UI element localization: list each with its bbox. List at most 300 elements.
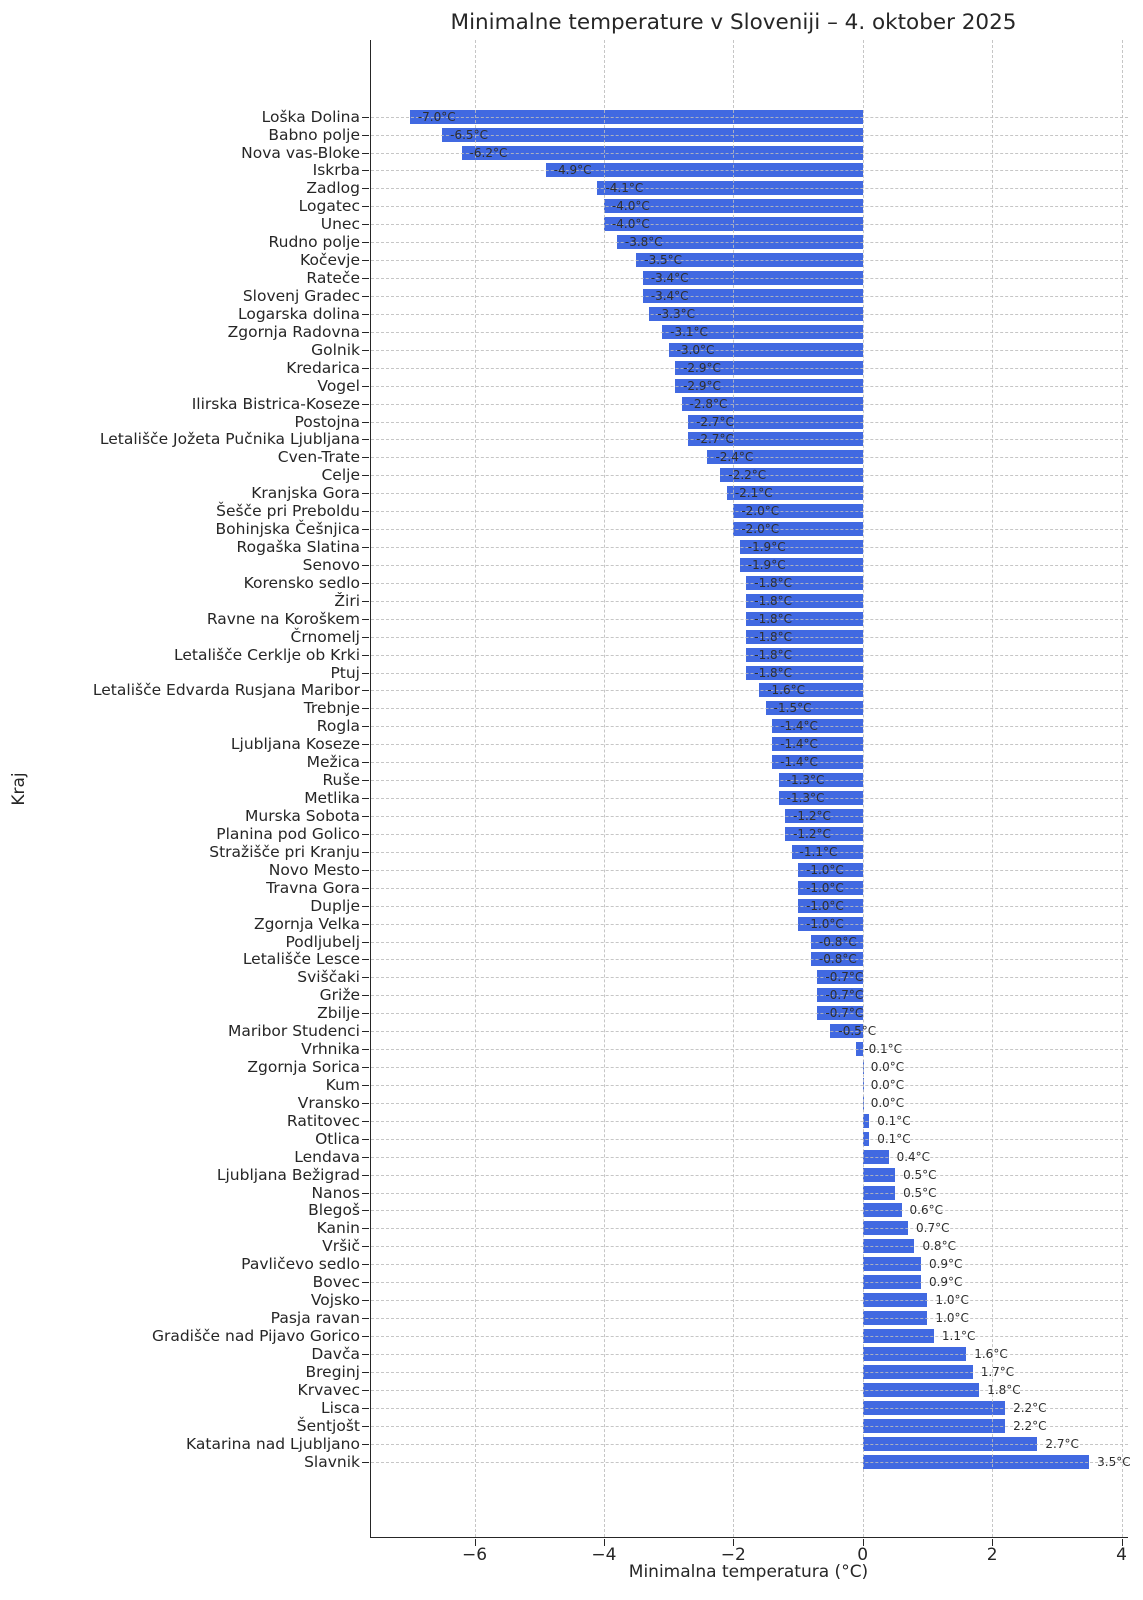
y-tick-label: Mežica <box>306 753 360 772</box>
y-tick-mark <box>362 655 369 656</box>
bar-value-label: -1.8°C <box>754 611 793 626</box>
bar-value-label: -1.8°C <box>754 665 793 680</box>
y-tick-mark <box>362 1139 369 1140</box>
y-tick-mark <box>362 1354 369 1355</box>
y-tick-mark <box>362 1372 369 1373</box>
row-gridline <box>371 690 1128 691</box>
y-tick-mark <box>362 1175 369 1176</box>
row-gridline <box>371 1444 1128 1445</box>
y-tick-mark <box>362 547 369 548</box>
y-tick-label: Nova vas-Bloke <box>241 143 360 162</box>
row-gridline <box>371 583 1128 584</box>
y-tick-label: Letališče Jožeta Pučnika Ljubljana <box>99 430 360 449</box>
y-tick-label: Griže <box>319 986 360 1005</box>
bar-value-label: -4.9°C <box>553 163 592 178</box>
bar-value-label: -1.1°C <box>799 844 838 859</box>
bar-value-label: -3.1°C <box>670 324 708 339</box>
y-tick-label: Golnik <box>311 340 360 359</box>
y-tick-mark <box>362 726 369 727</box>
y-tick-label: Unec <box>320 215 360 234</box>
bar-value-label: 0.1°C <box>877 1113 911 1128</box>
row-gridline <box>371 1175 1128 1176</box>
bar-value-label: -0.8°C <box>818 952 857 967</box>
y-tick-mark <box>362 1031 369 1032</box>
row-gridline <box>371 816 1128 817</box>
bar-value-label: -2.2°C <box>728 468 767 483</box>
bar-value-label: -2.8°C <box>689 396 728 411</box>
row-gridline <box>371 780 1128 781</box>
row-gridline <box>371 1067 1128 1068</box>
y-tick-label: Celje <box>321 466 360 485</box>
y-tick-mark <box>362 798 369 799</box>
row-gridline <box>371 188 1128 189</box>
row-gridline <box>371 1139 1128 1140</box>
row-gridline <box>371 1228 1128 1229</box>
plot-area <box>92 40 1131 1565</box>
y-tick-label: Rogla <box>316 717 360 736</box>
row-gridline <box>371 1193 1128 1194</box>
y-tick-label: Nanos <box>311 1183 360 1202</box>
bar-value-label: -1.8°C <box>754 629 793 644</box>
bar-value-label: -2.7°C <box>696 432 734 447</box>
bar-value-label: -6.2°C <box>469 145 508 160</box>
bar-value-label: -1.4°C <box>780 755 818 770</box>
row-gridline <box>371 744 1128 745</box>
bar-value-label: 0.0°C <box>870 1095 905 1110</box>
bar-value-label: 0.0°C <box>870 1077 905 1092</box>
bar-value-label: -0.1°C <box>864 1042 903 1057</box>
bar-value-label: 0.5°C <box>903 1185 937 1200</box>
y-tick-mark <box>362 637 369 638</box>
bar-value-label: -1.0°C <box>806 862 844 877</box>
y-tick-mark <box>362 852 369 853</box>
y-tick-mark <box>362 350 369 351</box>
y-tick-mark <box>362 1067 369 1068</box>
y-tick-label: Iskrba <box>312 161 360 180</box>
bar-value-label: -2.9°C <box>683 378 721 393</box>
y-tick-label: Gradišče nad Pijavo Gorico <box>151 1327 360 1345</box>
row-gridline <box>371 834 1128 835</box>
row-gridline <box>371 870 1128 871</box>
y-tick-mark <box>362 135 369 136</box>
y-tick-mark <box>362 170 369 171</box>
y-tick-label: Letališče Edvarda Rusjana Maribor <box>92 681 360 700</box>
y-tick-label: Travna Gora <box>266 878 360 897</box>
bar-value-label: -0.7°C <box>825 988 864 1003</box>
row-gridline <box>371 726 1128 727</box>
y-tick-mark <box>362 977 369 978</box>
y-tick-mark <box>362 1318 369 1319</box>
y-tick-label: Ravne na Koroškem <box>206 609 360 628</box>
y-tick-label: Murska Sobota <box>245 807 360 825</box>
y-tick-label: Loška Dolina <box>261 107 360 126</box>
y-tick-label: Pasja ravan <box>270 1309 360 1328</box>
y-tick-label: Vransko <box>297 1093 360 1112</box>
x-gridline <box>604 40 605 1537</box>
row-gridline <box>371 852 1128 853</box>
bar-value-label: 0.4°C <box>896 1149 931 1164</box>
bar-value-label: -1.0°C <box>806 916 844 931</box>
y-tick-label: Kredarica <box>286 358 360 377</box>
y-tick-mark <box>362 386 369 387</box>
bar-value-label: -1.8°C <box>754 575 793 590</box>
row-gridline <box>371 1318 1128 1319</box>
y-tick-label: Korensko sedlo <box>243 573 360 592</box>
y-tick-label: Breginj <box>305 1362 360 1381</box>
row-gridline <box>371 798 1128 799</box>
row-gridline <box>371 170 1128 171</box>
y-tick-label: Letališče Cerklje ob Krki <box>174 645 360 664</box>
y-tick-label: Vrhnika <box>301 1040 360 1059</box>
row-gridline <box>371 439 1128 440</box>
y-tick-label: Ljubljana Bežigrad <box>216 1165 360 1184</box>
y-tick-label: Zgornja Radovna <box>227 322 360 341</box>
y-tick-mark <box>362 224 369 225</box>
bar-value-label: 0.9°C <box>928 1257 963 1272</box>
x-gridline <box>1122 40 1123 1537</box>
row-gridline <box>371 386 1128 387</box>
y-tick-mark <box>362 744 369 745</box>
bar-value-label: -6.5°C <box>450 127 488 142</box>
y-tick-label: Zgornja Velka <box>253 914 360 933</box>
row-gridline <box>371 224 1128 225</box>
bar-value-label: 0.7°C <box>916 1221 950 1236</box>
bar-value-label: -2.0°C <box>741 522 780 537</box>
row-gridline <box>371 906 1128 907</box>
y-tick-label: Postojna <box>294 412 360 431</box>
row-gridline <box>371 619 1128 620</box>
y-tick-label: Duplje <box>310 896 360 915</box>
y-tick-label: Ratitovec <box>286 1111 360 1130</box>
bar-value-label: -1.3°C <box>786 773 825 788</box>
y-tick-mark <box>362 1121 369 1122</box>
bar-value-label: -1.9°C <box>747 540 786 555</box>
y-tick-label: Rogaška Slatina <box>236 538 360 557</box>
y-tick-mark <box>362 708 369 709</box>
row-gridline <box>371 1354 1128 1355</box>
bar-value-label: -3.8°C <box>624 235 663 250</box>
row-gridline <box>371 888 1128 889</box>
x-gridline <box>863 40 864 1537</box>
y-tick-mark <box>362 834 369 835</box>
y-tick-label: Kum <box>325 1075 360 1094</box>
y-tick-mark <box>362 260 369 261</box>
x-tick-label: −4 <box>591 1545 617 1565</box>
y-tick-label: Vogel <box>317 376 360 395</box>
y-tick-mark <box>362 762 369 763</box>
y-tick-label: Vršič <box>322 1237 360 1256</box>
bar-value-label: -4.1°C <box>605 181 644 196</box>
y-tick-mark <box>362 511 369 512</box>
row-gridline <box>371 278 1128 279</box>
bar-value-label: 1.8°C <box>987 1382 1021 1397</box>
x-tick-label: 2 <box>986 1545 998 1565</box>
y-tick-label: Sviščaki <box>297 968 360 987</box>
y-tick-mark <box>362 493 369 494</box>
row-gridline <box>371 995 1128 996</box>
y-tick-mark <box>362 278 369 279</box>
y-tick-mark <box>362 924 369 925</box>
row-gridline <box>371 708 1128 709</box>
row-gridline <box>371 1157 1128 1158</box>
bar-value-label: 1.0°C <box>935 1293 969 1308</box>
row-gridline <box>371 959 1128 960</box>
row-gridline <box>371 762 1128 763</box>
y-tick-mark <box>362 242 369 243</box>
y-tick-label: Zadlog <box>306 179 360 198</box>
row-gridline <box>371 1264 1128 1265</box>
row-gridline <box>371 332 1128 333</box>
y-tick-mark <box>362 995 369 996</box>
y-tick-label: Lisca <box>320 1398 360 1417</box>
y-tick-label: Ruše <box>322 771 360 790</box>
y-tick-mark <box>362 529 369 530</box>
y-tick-label: Kočevje <box>300 251 360 270</box>
bar-value-label: -1.5°C <box>773 701 812 716</box>
x-gridline <box>992 40 993 1537</box>
y-tick-mark <box>362 153 369 154</box>
y-tick-mark <box>362 565 369 566</box>
y-tick-mark <box>362 1193 369 1194</box>
y-tick-label: Krvavec <box>297 1380 360 1399</box>
bar-value-label: 0.0°C <box>870 1060 905 1075</box>
bar-value-label: -4.0°C <box>611 217 650 232</box>
row-gridline <box>371 1103 1128 1104</box>
row-gridline <box>371 1210 1128 1211</box>
y-tick-mark <box>362 439 369 440</box>
bar-value-label: 3.5°C <box>1097 1454 1131 1469</box>
bar-value-label: -1.3°C <box>786 791 825 806</box>
y-tick-mark <box>362 1246 369 1247</box>
y-tick-mark <box>362 475 369 476</box>
y-tick-label: Novo Mesto <box>268 860 360 879</box>
y-tick-mark <box>362 332 369 333</box>
x-gridline <box>733 40 734 1537</box>
y-tick-label: Trebnje <box>303 699 360 718</box>
bar-value-label: -0.8°C <box>818 934 857 949</box>
y-tick-label: Logatec <box>298 197 360 216</box>
row-gridline <box>371 350 1128 351</box>
y-tick-mark <box>362 1282 369 1283</box>
y-tick-mark <box>362 888 369 889</box>
bar-value-label: 2.2°C <box>1013 1418 1047 1433</box>
y-tick-mark <box>362 690 369 691</box>
x-tick-label: −6 <box>461 1545 488 1565</box>
y-axis-title: Kraj <box>9 772 29 806</box>
row-gridline <box>371 1085 1128 1086</box>
y-tick-label: Ljubljana Koseze <box>230 735 360 754</box>
y-tick-mark <box>362 188 369 189</box>
bar-value-label: -1.2°C <box>793 809 831 823</box>
x-axis-title: Minimalna temperatura (°C) <box>628 1562 869 1582</box>
row-gridline <box>371 1049 1128 1050</box>
bar-value-label: -0.7°C <box>825 970 864 985</box>
chart-title: Minimalne temperature v Sloveniji – 4. oktober 2025 <box>450 10 1017 35</box>
y-tick-mark <box>362 296 369 297</box>
bar-value-label: -1.4°C <box>780 719 818 734</box>
row-gridline <box>371 1336 1128 1337</box>
bar-value-label: -1.0°C <box>806 880 844 895</box>
bar-value-label: -3.4°C <box>650 271 689 286</box>
y-tick-mark <box>362 942 369 943</box>
y-tick-mark <box>362 1426 369 1427</box>
bar-value-label: -1.9°C <box>747 557 786 572</box>
y-tick-mark <box>362 780 369 781</box>
row-gridline <box>371 601 1128 602</box>
y-tick-mark <box>362 422 369 423</box>
y-tick-mark <box>362 1228 369 1229</box>
row-gridline <box>371 1031 1128 1032</box>
y-tick-label: Šešče pri Preboldu <box>216 502 360 521</box>
y-tick-label: Senovo <box>302 555 360 574</box>
y-tick-label: Letališče Lesce <box>242 950 360 969</box>
y-tick-mark <box>362 1049 369 1050</box>
bar-value-label: 1.6°C <box>974 1346 1008 1361</box>
row-gridline <box>371 296 1128 297</box>
row-gridline <box>371 1282 1128 1283</box>
y-tick-label: Bovec <box>312 1273 360 1292</box>
bar-value-label: -1.4°C <box>780 737 818 752</box>
row-gridline <box>371 1121 1128 1122</box>
bar-value-label: -3.4°C <box>650 289 689 303</box>
y-tick-label: Stražišče pri Kranju <box>209 842 360 861</box>
y-tick-label: Logarska dolina <box>237 304 360 323</box>
bar-value-label: 2.7°C <box>1045 1436 1079 1451</box>
y-tick-mark <box>362 1336 369 1337</box>
y-tick-label: Zgornja Sorica <box>247 1058 360 1077</box>
y-tick-mark <box>362 117 369 118</box>
y-tick-label: Pavličevo sedlo <box>241 1255 360 1274</box>
y-tick-label: Ptuj <box>330 663 360 682</box>
y-tick-label: Kranjska Gora <box>251 484 360 503</box>
x-tick-label: 0 <box>857 1545 869 1565</box>
bar-value-label: -2.9°C <box>683 360 721 375</box>
y-tick-label: Črnomelj <box>290 627 360 646</box>
row-gridline <box>371 924 1128 925</box>
row-gridline <box>371 637 1128 638</box>
y-tick-label: Blegoš <box>308 1201 360 1220</box>
row-gridline <box>371 242 1128 243</box>
bar-value-label: -0.5°C <box>838 1024 877 1039</box>
row-gridline <box>371 655 1128 656</box>
y-tick-mark <box>362 457 369 458</box>
y-tick-label: Zbilje <box>317 1004 360 1023</box>
y-tick-mark <box>362 1390 369 1391</box>
y-tick-mark <box>362 1103 369 1104</box>
bar-value-label: -2.0°C <box>741 504 780 519</box>
y-tick-mark <box>362 906 369 907</box>
y-tick-mark <box>362 1264 369 1265</box>
y-tick-mark <box>362 1013 369 1014</box>
row-gridline <box>371 422 1128 423</box>
row-gridline <box>371 977 1128 978</box>
row-gridline <box>371 206 1128 207</box>
y-tick-mark <box>362 1462 369 1463</box>
bar-value-label: -3.3°C <box>657 306 695 321</box>
y-tick-mark <box>362 314 369 315</box>
y-tick-label: Žiri <box>334 591 360 610</box>
y-tick-label: Planina pod Golico <box>216 824 360 843</box>
y-tick-mark <box>362 1408 369 1409</box>
bar-value-label: -2.4°C <box>715 450 754 465</box>
bar-value-label: 2.2°C <box>1013 1400 1047 1415</box>
y-tick-label: Katarina nad Ljubljano <box>185 1434 360 1453</box>
y-tick-label: Rateče <box>306 269 360 288</box>
bar-value-label: -1.0°C <box>806 898 844 913</box>
y-tick-label: Lendava <box>294 1147 360 1166</box>
row-gridline <box>371 1300 1128 1301</box>
y-tick-label: Slavnik <box>304 1452 360 1471</box>
row-gridline <box>371 368 1128 369</box>
bar-value-label: -7.0°C <box>417 109 456 124</box>
bar-value-label: -3.5°C <box>644 253 683 268</box>
y-tick-mark <box>362 870 369 871</box>
y-tick-mark <box>362 816 369 817</box>
y-tick-mark <box>362 368 369 369</box>
bar-value-label: 0.6°C <box>909 1203 944 1218</box>
y-tick-label: Slovenj Gradec <box>242 287 360 305</box>
bar-value-label: 0.5°C <box>903 1167 937 1182</box>
y-tick-label: Maribor Studenci <box>228 1022 360 1041</box>
bar-value-label: -2.1°C <box>734 486 773 501</box>
bar-value-label: 0.8°C <box>922 1239 956 1254</box>
y-tick-mark <box>362 1085 369 1086</box>
y-tick-mark <box>362 1444 369 1445</box>
y-tick-label: Cven-Trate <box>277 448 360 467</box>
y-tick-label: Metlika <box>304 789 360 808</box>
y-tick-mark <box>362 206 369 207</box>
x-tick-label: 4 <box>1116 1545 1127 1565</box>
row-gridline <box>371 260 1128 261</box>
bar-value-label: 1.7°C <box>980 1364 1015 1379</box>
bar-value-label: -1.6°C <box>767 683 805 698</box>
bar-value-label: -3.0°C <box>676 342 715 357</box>
y-tick-mark <box>362 959 369 960</box>
row-gridline <box>371 942 1128 943</box>
bar-value-label: -0.7°C <box>825 1006 864 1021</box>
x-gridline <box>475 40 476 1537</box>
bar-value-label: -1.8°C <box>754 593 793 608</box>
bar-value-label: 0.9°C <box>928 1275 963 1290</box>
row-gridline <box>371 314 1128 315</box>
bar-value-label: 0.1°C <box>877 1131 911 1146</box>
bar-value-label: -1.2°C <box>793 826 831 841</box>
row-gridline <box>371 404 1128 405</box>
y-tick-label: Kanin <box>316 1219 360 1238</box>
row-gridline <box>371 1246 1128 1247</box>
y-tick-label: Vojsko <box>310 1291 360 1310</box>
y-tick-label: Davča <box>311 1344 360 1363</box>
y-tick-label: Rudno polje <box>268 233 360 252</box>
row-gridline <box>371 673 1128 674</box>
y-tick-label: Babno polje <box>268 125 360 144</box>
y-tick-mark <box>362 601 369 602</box>
row-gridline <box>371 1462 1128 1463</box>
bar-value-label: -2.7°C <box>696 414 734 429</box>
y-tick-label: Podljubelj <box>285 932 360 951</box>
x-tick-label: −2 <box>720 1545 746 1565</box>
y-tick-mark <box>362 1210 369 1211</box>
y-tick-label: Otlica <box>315 1129 360 1148</box>
y-tick-label: Bohinjska Češnjica <box>215 520 360 539</box>
row-gridline <box>371 1013 1128 1014</box>
y-tick-label: Šentjošt <box>296 1416 360 1435</box>
y-tick-mark <box>362 1300 369 1301</box>
bar-value-label: -1.8°C <box>754 647 793 662</box>
y-tick-mark <box>362 404 369 405</box>
bar-value-label: -4.0°C <box>611 199 650 214</box>
y-tick-mark <box>362 1157 369 1158</box>
